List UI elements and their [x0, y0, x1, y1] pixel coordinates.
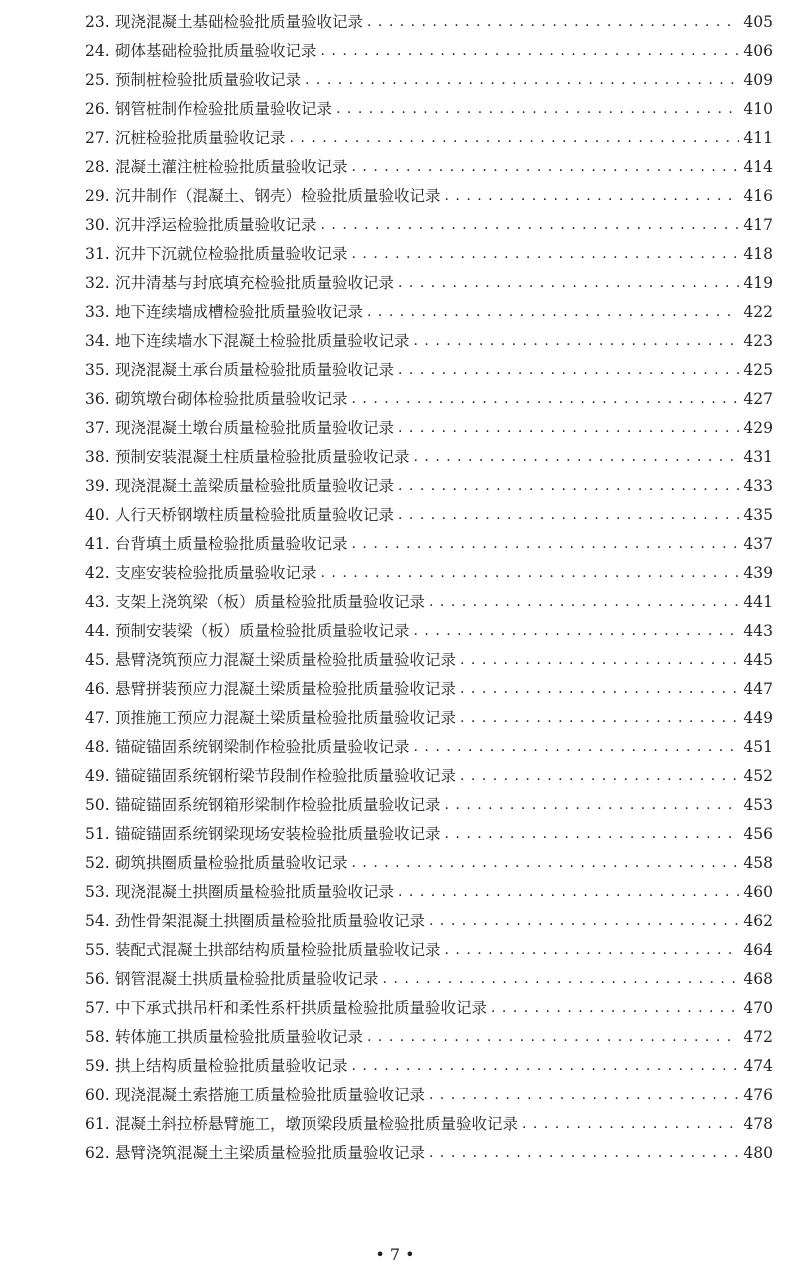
page-number: • 7 •: [375, 1245, 415, 1264]
toc-entry: [85, 124, 773, 153]
toc-entry: [85, 414, 773, 443]
toc-entry-number: 40.: [85, 506, 110, 524]
toc-dot-leader: [429, 588, 739, 617]
toc-dot-leader: [367, 8, 739, 37]
toc-entry-number: 32.: [85, 274, 110, 292]
toc-entry-page: 480: [743, 1144, 773, 1162]
toc-entry-number: 47.: [85, 709, 110, 727]
toc-entry-page: 414: [743, 158, 773, 176]
toc-dot-leader: [522, 1110, 739, 1139]
toc-entry-number: 45.: [85, 651, 110, 669]
toc-dot-leader: [398, 878, 739, 907]
toc-entry-page: 445: [743, 651, 773, 669]
toc-entry-number: 38.: [85, 448, 110, 466]
toc-entry: [85, 240, 773, 269]
toc-entry: [85, 1052, 773, 1081]
toc-entry: [85, 936, 773, 965]
toc-entry-page: 453: [743, 796, 773, 814]
toc-entry-number: 51.: [85, 825, 110, 843]
toc-entry-page: 419: [743, 274, 773, 292]
toc-entry-number: 25.: [85, 71, 110, 89]
toc-entry-number: 42.: [85, 564, 110, 582]
toc-entry-page: 447: [743, 680, 773, 698]
toc-entry: [85, 1081, 773, 1110]
toc-entry-title: 钢管桩制作检验批质量验收记录: [115, 100, 333, 118]
toc-dot-leader: [414, 733, 740, 762]
toc-entry-title: 锚碇锚固系统钢梁现场安装检验批质量验收记录: [115, 825, 441, 843]
toc-entry: [85, 1139, 773, 1168]
toc-entry: [85, 994, 773, 1023]
toc-entry-title: 锚碇锚固系统钢桁梁节段制作检验批质量验收记录: [115, 767, 457, 785]
toc-dot-leader: [383, 965, 740, 994]
toc-entry-title: 沉桩检验批质量验收记录: [115, 129, 286, 147]
toc-entry-number: 46.: [85, 680, 110, 698]
toc-entry-page: 458: [743, 854, 773, 872]
toc-entry-number: 34.: [85, 332, 110, 350]
toc-dot-leader: [336, 95, 739, 124]
toc-entry-title: 人行天桥钢墩柱质量检验批质量验收记录: [115, 506, 395, 524]
toc-entry-number: 57.: [85, 999, 110, 1017]
toc-entry: [85, 617, 773, 646]
toc-entry-page: 411: [743, 129, 773, 147]
toc-entry-page: 431: [743, 448, 773, 466]
toc-entry-title: 中下承式拱吊杆和柔性系杆拱质量检验批质量验收记录: [115, 999, 488, 1017]
toc-entry-title: 现浇混凝土承台质量检验批质量验收记录: [115, 361, 395, 379]
toc-entry-page: 437: [743, 535, 773, 553]
toc-entry-number: 33.: [85, 303, 110, 321]
toc-entry-title: 转体施工拱质量检验批质量验收记录: [115, 1028, 364, 1046]
toc-dot-leader: [460, 704, 739, 733]
toc-dot-leader: [429, 1139, 739, 1168]
toc-entry-number: 28.: [85, 158, 110, 176]
toc-entry: [85, 501, 773, 530]
toc-dot-leader: [321, 559, 740, 588]
toc-dot-leader: [491, 994, 739, 1023]
toc-dot-leader: [398, 501, 739, 530]
toc-entry-page: 429: [743, 419, 773, 437]
toc-dot-leader: [460, 762, 739, 791]
toc-entry-title: 预制安装混凝土柱质量检验批质量验收记录: [115, 448, 410, 466]
toc-dot-leader: [352, 849, 740, 878]
toc-entry: [85, 472, 773, 501]
toc-entry-number: 30.: [85, 216, 110, 234]
toc-entry-page: 435: [743, 506, 773, 524]
toc-entry-title: 现浇混凝土基础检验批质量验收记录: [115, 13, 364, 31]
toc-entry-page: 443: [743, 622, 773, 640]
toc-entry-number: 44.: [85, 622, 110, 640]
toc-dot-leader: [352, 530, 740, 559]
toc-entry: [85, 443, 773, 472]
toc-entry-page: 460: [743, 883, 773, 901]
toc-entry-number: 54.: [85, 912, 110, 930]
toc-entry-title: 地下连续墙成槽检验批质量验收记录: [115, 303, 364, 321]
toc-entry-title: 拱上结构质量检验批质量验收记录: [115, 1057, 348, 1075]
toc-entry-page: 462: [743, 912, 773, 930]
toc-entry-number: 59.: [85, 1057, 110, 1075]
toc-entry-number: 62.: [85, 1144, 110, 1162]
toc-dot-leader: [429, 907, 739, 936]
toc-entry-number: 50.: [85, 796, 110, 814]
toc-entry-page: 456: [743, 825, 773, 843]
toc-entry: [85, 646, 773, 675]
toc-entry-title: 现浇混凝土墩台质量检验批质量验收记录: [115, 419, 395, 437]
toc-dot-leader: [429, 1081, 739, 1110]
toc-entry-page: 422: [743, 303, 773, 321]
toc-dot-leader: [352, 385, 740, 414]
toc-dot-leader: [414, 327, 740, 356]
toc-entry: [85, 211, 773, 240]
toc-entry: [85, 530, 773, 559]
toc-entry-number: 58.: [85, 1028, 110, 1046]
toc-dot-leader: [305, 66, 739, 95]
toc-entry-page: 439: [743, 564, 773, 582]
toc-entry-title: 沉井下沉就位检验批质量验收记录: [115, 245, 348, 263]
toc-entry: [85, 182, 773, 211]
toc-entry-page: 474: [743, 1057, 773, 1075]
toc-entry: [85, 37, 773, 66]
toc-entry: [85, 153, 773, 182]
toc-dot-leader: [367, 1023, 739, 1052]
toc-entry: [85, 791, 773, 820]
toc-entry-number: 43.: [85, 593, 110, 611]
toc-dot-leader: [398, 356, 739, 385]
toc-entry: [85, 559, 773, 588]
toc-entry-number: 36.: [85, 390, 110, 408]
toc-entry-title: 悬臂浇筑预应力混凝土梁质量检验批质量验收记录: [115, 651, 457, 669]
toc-dot-leader: [445, 936, 740, 965]
toc-dot-leader: [321, 37, 740, 66]
toc-entry-title: 现浇混凝土索搭施工质量检验批质量验收记录: [115, 1086, 426, 1104]
toc-entry: [85, 95, 773, 124]
toc-entry-number: 52.: [85, 854, 110, 872]
toc-dot-leader: [352, 153, 740, 182]
toc-entry-page: 425: [743, 361, 773, 379]
toc-entry-title: 砌筑拱圈质量检验批质量验收记录: [115, 854, 348, 872]
toc-entry: [85, 356, 773, 385]
toc-entry-page: 427: [743, 390, 773, 408]
toc-entry: [85, 704, 773, 733]
toc-entry: [85, 762, 773, 791]
toc-entry-number: 48.: [85, 738, 110, 756]
toc-dot-leader: [445, 820, 740, 849]
toc-entry-page: 433: [743, 477, 773, 495]
toc-dot-leader: [352, 1052, 740, 1081]
toc-entry-page: 409: [743, 71, 773, 89]
toc-entry-number: 60.: [85, 1086, 110, 1104]
toc-entry: [85, 8, 773, 37]
toc-entry-page: 451: [743, 738, 773, 756]
toc-entry-title: 顶推施工预应力混凝土梁质量检验批质量验收记录: [115, 709, 457, 727]
toc-entry-title: 砌筑墩台砌体检验批质量验收记录: [115, 390, 348, 408]
toc-entry-title: 装配式混凝土拱部结构质量检验批质量验收记录: [115, 941, 441, 959]
toc-entry: [85, 327, 773, 356]
toc-entry-page: 449: [743, 709, 773, 727]
toc-entry-page: 410: [743, 100, 773, 118]
toc-entry-page: 464: [743, 941, 773, 959]
toc-entry-title: 预制桩检验批质量验收记录: [115, 71, 302, 89]
toc-dot-leader: [398, 414, 739, 443]
toc-entry-number: 49.: [85, 767, 110, 785]
toc-entry: [85, 385, 773, 414]
toc-entry-title: 悬臂浇筑混凝土主梁质量检验批质量验收记录: [115, 1144, 426, 1162]
toc-entry-page: 470: [743, 999, 773, 1017]
toc-entry: [85, 588, 773, 617]
toc-entry-page: 417: [743, 216, 773, 234]
toc-entry-title: 现浇混凝土盖梁质量检验批质量验收记录: [115, 477, 395, 495]
toc-entry: [85, 66, 773, 95]
toc-dot-leader: [290, 124, 740, 153]
toc-entry: [85, 1110, 773, 1139]
toc-entry: [85, 733, 773, 762]
toc-dot-leader: [460, 675, 739, 704]
toc-entry-page: 468: [743, 970, 773, 988]
toc-entry: [85, 1023, 773, 1052]
toc-entry-page: 423: [743, 332, 773, 350]
toc-entry-page: 406: [743, 42, 773, 60]
toc-dot-leader: [414, 443, 740, 472]
toc-entry-page: 441: [743, 593, 773, 611]
toc-entry-number: 61.: [85, 1115, 110, 1133]
toc-entry: [85, 849, 773, 878]
toc-entry-title: 地下连续墙水下混凝土检验批质量验收记录: [115, 332, 410, 350]
toc-entry-title: 现浇混凝土拱圈质量检验批质量验收记录: [115, 883, 395, 901]
toc-entry-page: 452: [743, 767, 773, 785]
toc-dot-leader: [367, 298, 739, 327]
toc-dot-leader: [352, 240, 740, 269]
toc-dot-leader: [445, 791, 740, 820]
toc-entry-number: 26.: [85, 100, 110, 118]
toc-entry-number: 41.: [85, 535, 110, 553]
toc-entry-number: 55.: [85, 941, 110, 959]
toc-entry-title: 沉井清基与封底填充检验批质量验收记录: [115, 274, 395, 292]
table-of-contents: [85, 8, 773, 1168]
toc-entry: [85, 820, 773, 849]
toc-entry: [85, 878, 773, 907]
toc-entry-title: 砌体基础检验批质量验收记录: [115, 42, 317, 60]
toc-dot-leader: [398, 269, 739, 298]
toc-entry-number: 24.: [85, 42, 110, 60]
toc-entry-title: 锚碇锚固系统钢箱形梁制作检验批质量验收记录: [115, 796, 441, 814]
toc-entry-number: 39.: [85, 477, 110, 495]
toc-entry-number: 23.: [85, 13, 110, 31]
toc-entry: [85, 907, 773, 936]
toc-entry-page: 476: [743, 1086, 773, 1104]
toc-entry-title: 钢管混凝土拱质量检验批质量验收记录: [115, 970, 379, 988]
toc-entry-page: 418: [743, 245, 773, 263]
toc-entry-title: 台背填土质量检验批质量验收记录: [115, 535, 348, 553]
toc-entry-number: 37.: [85, 419, 110, 437]
toc-dot-leader: [445, 182, 740, 211]
toc-dot-leader: [321, 211, 740, 240]
toc-entry-number: 31.: [85, 245, 110, 263]
toc-entry: [85, 675, 773, 704]
toc-entry: [85, 269, 773, 298]
toc-entry-title: 预制安装梁（板）质量检验批质量验收记录: [115, 622, 410, 640]
toc-entry-title: 支架上浇筑梁（板）质量检验批质量验收记录: [115, 593, 426, 611]
toc-entry-page: 416: [743, 187, 773, 205]
toc-entry-number: 53.: [85, 883, 110, 901]
toc-entry-number: 56.: [85, 970, 110, 988]
toc-entry: [85, 965, 773, 994]
toc-entry-title: 沉井制作（混凝土、钢壳）检验批质量验收记录: [115, 187, 441, 205]
toc-entry-title: 悬臂拼装预应力混凝土梁质量检验批质量验收记录: [115, 680, 457, 698]
toc-entry-title: 混凝土灌注桩检验批质量验收记录: [115, 158, 348, 176]
toc-entry-page: 405: [743, 13, 773, 31]
toc-entry-number: 29.: [85, 187, 110, 205]
toc-entry-title: 混凝土斜拉桥悬臂施工，墩顶梁段质量检验批质量验收记录: [115, 1115, 519, 1133]
toc-entry-number: 35.: [85, 361, 110, 379]
toc-entry-title: 劲性骨架混凝土拱圈质量检验批质量验收记录: [115, 912, 426, 930]
toc-entry-title: 支座安装检验批质量验收记录: [115, 564, 317, 582]
toc-entry-title: 锚碇锚固系统钢梁制作检验批质量验收记录: [115, 738, 410, 756]
toc-dot-leader: [460, 646, 739, 675]
toc-entry: [85, 298, 773, 327]
toc-dot-leader: [414, 617, 740, 646]
toc-dot-leader: [398, 472, 739, 501]
toc-entry-page: 478: [743, 1115, 773, 1133]
toc-entry-title: 沉井浮运检验批质量验收记录: [115, 216, 317, 234]
toc-entry-number: 27.: [85, 129, 110, 147]
toc-entry-page: 472: [743, 1028, 773, 1046]
